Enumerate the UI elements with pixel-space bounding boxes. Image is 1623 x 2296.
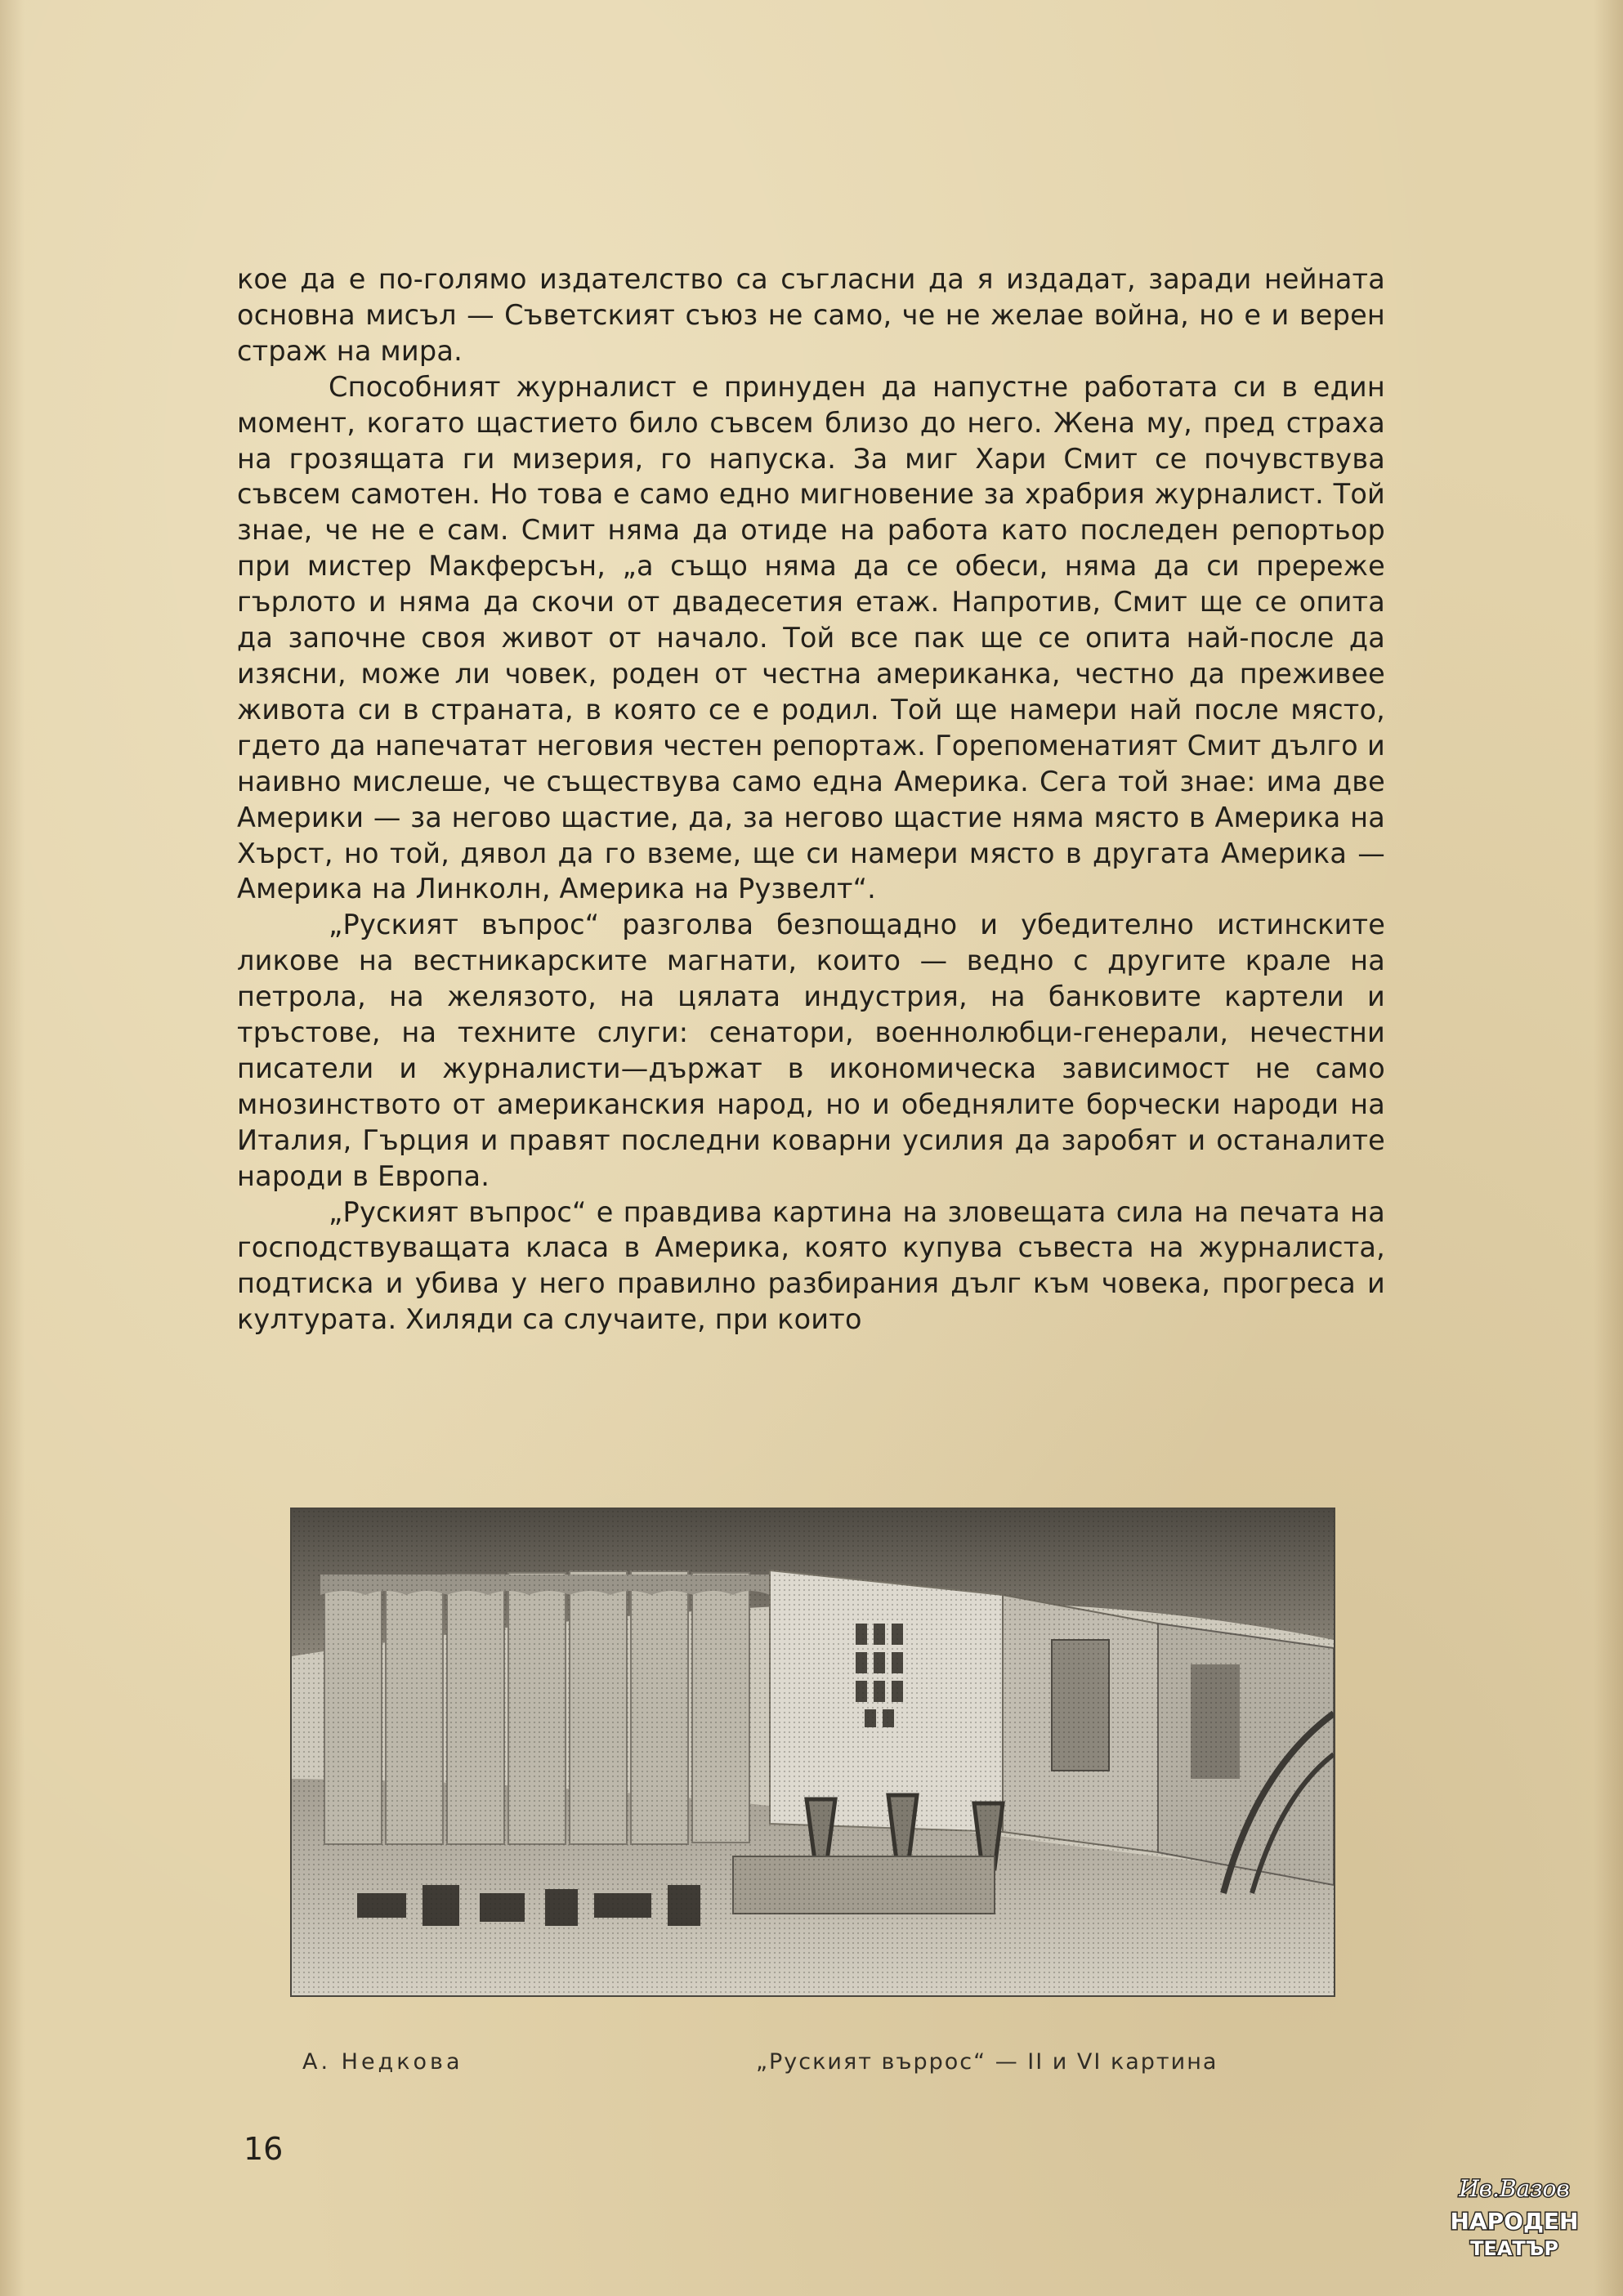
paragraph-2: Способният журналист е принуден да напустне работата си в един момент, когато щастието било съвсем близо до него. Жена му, пред страха на грозящата ги мизерия, го напуска. За миг Хари Смит се почувствува съвсем самотен. Но това е само едно мигновение за храбрия журналист. Той знае, че не е сам. Смит няма да отиде на работа като последен репортьор при мистер Макферсън, „а също няма да се обеси, няма да си прережe гърлото и няма да скочи от двадесетия етаж. Напротив, Смит ще се опита да започне своя живот от начало. Той все пак ще се опита най-после да изясни, може ли човек, роден от честна американка, честно да преживее живота си в страната, в която се е родил. Той ще намери най после място, гдето да напечатат неговия честен репортаж. Горепоменатият Смит дълго и наивно мислеше, че съществува само една Америка. Сега той знае: има две Америки — за негово щастие, да, за негово щастие няма място в Америка на Хърст, но той, дявол да го вземе, ще си намери място в другата Америка — Америка на Линколн, Америка на Рузвелт“. (237, 370, 1385, 905)
caption-title: „Руският въррос“ — II и VI картина (756, 2049, 1218, 2075)
paragraph-4: „Руският въпрос“ е правдива картина на зловещата сила на печата на господствуващата класа в Америка, която купува съвеста на журналиста, подтиска и убива у него правилно разбирания дълг към човека, прогреса и културата. Хиляди са случаите, при които (237, 1195, 1385, 1336)
paragraph-3: „Руският въпрос“ разголва безпощадно и убедително истинските ликове на вестникарските магнати, които — ведно с другите крале на петрола, на желязото, на цялата индустрия, на банковите картели и тръстове, на техните слуги: сенатори, военнолюбци-генерали, нечестни писатели и журналисти—държат в икономическа зависимост не само мнозинството от американския народ, но и обеднялите борчески народи на Италия, Гърция и правят последни коварни усилия да заробят и останалите народи в Европа. (237, 909, 1385, 1192)
theatre-logo-icon (1442, 2164, 1585, 2266)
page-number: 16 (244, 2131, 284, 2167)
article-text (237, 261, 1385, 1338)
logo-script: Ив.Вазов (1459, 2175, 1570, 2202)
paragraph-1: кое да е по-голямо издателство са съгласни да я издадат, заради нейната основна мисъл — Съветският съюз не само, че не желае война, но е и верен страж на мира. (237, 263, 1385, 367)
logo-line-1: НАРОДЕН (1450, 2208, 1579, 2235)
stage-set-illustration (292, 1509, 1334, 1995)
caption-author: А. Недкова (302, 2049, 463, 2075)
logo-line-2: ТЕАТЪР (1470, 2237, 1558, 2260)
stage-set-photo (290, 1508, 1335, 1997)
national-theatre-logo (1442, 2164, 1585, 2266)
